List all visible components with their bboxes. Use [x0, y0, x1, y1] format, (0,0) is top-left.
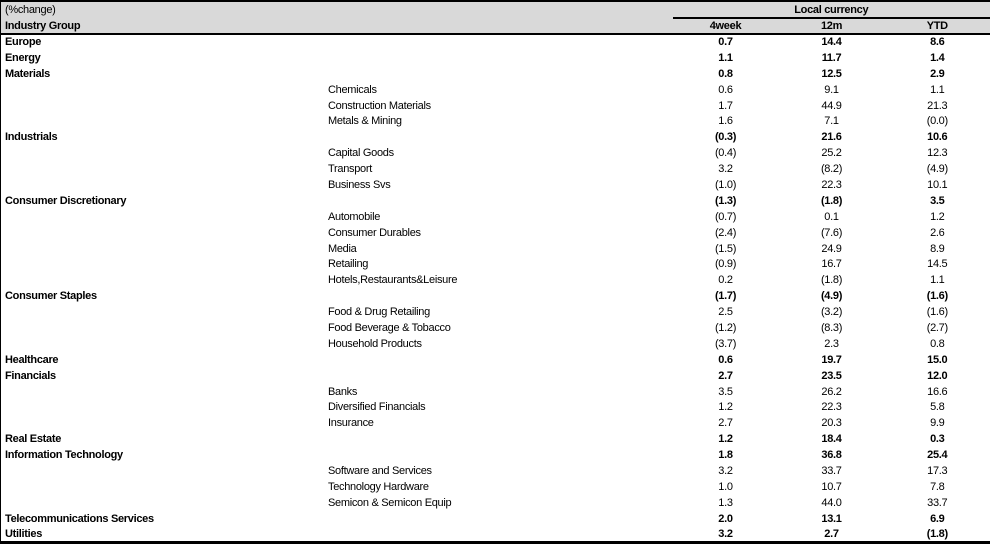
value-4week: 1.8 — [718, 449, 733, 462]
value-ytd: 10.1 — [927, 178, 948, 191]
value-4week: (1.7) — [714, 290, 737, 303]
industry-label: Energy — [5, 51, 41, 64]
value-4week: 3.2 — [718, 163, 733, 176]
industry-label: Business Svs — [328, 178, 391, 191]
table-row — [1, 209, 990, 225]
value-ytd: 1.1 — [930, 274, 945, 287]
value-12m: 26.2 — [821, 385, 842, 398]
value-12m: (3.2) — [820, 306, 843, 319]
industry-label: Insurance — [328, 417, 374, 430]
column-header-12m: 12m — [779, 18, 885, 34]
value-ytd: (4.9) — [926, 163, 948, 176]
industry-label: Hotels,Restaurants&Leisure — [328, 274, 458, 287]
value-ytd: 3.5 — [930, 194, 945, 207]
industry-label: Information Technology — [5, 449, 123, 462]
table-row — [1, 256, 990, 272]
value-4week: 3.2 — [718, 527, 733, 540]
value-12m: 24.9 — [821, 242, 842, 255]
value-ytd: 9.9 — [930, 417, 945, 430]
value-12m: 11.7 — [821, 51, 842, 64]
value-ytd: 12.3 — [927, 147, 948, 160]
table-row — [1, 288, 990, 304]
value-ytd: (2.7) — [926, 321, 948, 334]
header-row-columns — [1, 18, 990, 34]
industry-label: Consumer Staples — [5, 290, 97, 303]
table-row — [1, 98, 990, 114]
industry-label: Healthcare — [5, 353, 59, 366]
value-4week: 0.7 — [718, 36, 733, 49]
value-ytd: 2.6 — [930, 226, 945, 239]
value-ytd: 1.4 — [930, 51, 945, 64]
value-4week: 0.6 — [718, 83, 733, 96]
currency-group-header: Local currency — [673, 1, 990, 18]
column-header-4week: 4week — [673, 18, 779, 34]
table-row — [1, 511, 990, 527]
table-row — [1, 129, 990, 145]
value-4week: 1.7 — [718, 99, 733, 112]
industry-label: Semicon & Semicon Equip — [328, 496, 452, 509]
value-ytd: (1.6) — [926, 290, 948, 303]
value-12m: 33.7 — [821, 464, 842, 477]
table-row — [1, 479, 990, 495]
table-row — [1, 82, 990, 98]
pct-change-label: (%change) — [1, 1, 673, 18]
industry-label: Financials — [5, 369, 56, 382]
industry-label: Consumer Discretionary — [5, 194, 127, 207]
industry-label: Food & Drug Retailing — [328, 306, 430, 319]
industry-label: Automobile — [328, 210, 381, 223]
table-row — [1, 447, 990, 463]
industry-label: Industrials — [5, 131, 58, 144]
value-ytd: (1.6) — [926, 306, 948, 319]
value-12m: 21.6 — [821, 131, 842, 144]
value-12m: 25.2 — [821, 147, 842, 160]
value-12m: 2.7 — [824, 527, 839, 540]
industry-label: Retailing — [328, 258, 369, 271]
table-row — [1, 368, 990, 384]
table-row — [1, 304, 990, 320]
value-ytd: 5.8 — [930, 401, 945, 414]
table-row — [1, 415, 990, 431]
value-4week: (1.2) — [714, 321, 737, 334]
value-12m: (8.2) — [820, 163, 843, 176]
value-ytd: 12.0 — [927, 369, 948, 382]
value-4week: (0.7) — [714, 210, 737, 223]
value-12m: 0.1 — [824, 210, 839, 223]
value-ytd: 7.8 — [930, 480, 945, 493]
industry-label: Construction Materials — [328, 99, 431, 112]
value-12m: 12.5 — [821, 67, 842, 80]
value-12m: 44.9 — [821, 99, 842, 112]
value-4week: 1.1 — [718, 51, 733, 64]
table-row — [1, 145, 990, 161]
table-row — [1, 336, 990, 352]
value-4week: 3.2 — [718, 464, 733, 477]
value-4week: 2.7 — [718, 417, 733, 430]
value-12m: 18.4 — [821, 433, 842, 446]
industry-label: Materials — [5, 67, 50, 80]
table-row — [1, 527, 990, 543]
industry-label: Chemicals — [328, 83, 377, 96]
value-4week: 1.3 — [718, 496, 733, 509]
value-ytd: 33.7 — [927, 496, 948, 509]
value-4week: 0.2 — [718, 274, 733, 287]
industry-label: Capital Goods — [328, 147, 394, 160]
value-4week: 1.2 — [718, 433, 733, 446]
industry-label: Real Estate — [5, 433, 62, 446]
value-12m: (1.8) — [820, 274, 843, 287]
header-row-currency — [1, 1, 990, 18]
value-ytd: 21.3 — [927, 99, 948, 112]
value-4week: (1.5) — [714, 242, 737, 255]
value-ytd: 1.1 — [930, 83, 945, 96]
industry-group-header: Industry Group — [1, 18, 673, 34]
value-ytd: 0.8 — [930, 337, 945, 350]
value-12m: 14.4 — [821, 36, 842, 49]
value-ytd: 6.9 — [930, 512, 945, 525]
value-4week: 3.5 — [718, 385, 733, 398]
table-row — [1, 272, 990, 288]
industry-label: Food Beverage & Tobacco — [328, 321, 451, 334]
value-4week: 2.5 — [718, 306, 733, 319]
value-12m: 36.8 — [821, 449, 842, 462]
table-row — [1, 66, 990, 82]
value-ytd: 25.4 — [927, 449, 948, 462]
value-12m: 13.1 — [821, 512, 842, 525]
table-row — [1, 50, 990, 66]
value-4week: 1.0 — [718, 480, 733, 493]
value-ytd: 1.2 — [930, 210, 945, 223]
value-12m: (4.9) — [820, 290, 843, 303]
value-ytd: 14.5 — [927, 258, 948, 271]
value-12m: 22.3 — [821, 178, 842, 191]
value-4week: (3.7) — [714, 337, 737, 350]
value-4week: 2.0 — [718, 512, 733, 525]
table-row — [1, 193, 990, 209]
value-ytd: 17.3 — [927, 464, 948, 477]
value-4week: 1.6 — [718, 115, 733, 128]
value-4week: (0.4) — [714, 147, 737, 160]
value-ytd: 15.0 — [927, 353, 948, 366]
industry-label: Technology Hardware — [328, 480, 429, 493]
table-row — [1, 34, 990, 50]
industry-label: Consumer Durables — [328, 226, 421, 239]
value-ytd: 0.3 — [930, 433, 945, 446]
industry-label: Telecommunications Services — [5, 512, 154, 525]
table-row — [1, 320, 990, 336]
industry-label: Metals & Mining — [328, 115, 402, 128]
value-12m: (7.6) — [820, 226, 843, 239]
table-row — [1, 495, 990, 511]
value-4week: (1.0) — [714, 178, 737, 191]
table-row — [1, 463, 990, 479]
industry-label: Household Products — [328, 337, 422, 350]
value-12m: 22.3 — [821, 401, 842, 414]
value-4week: (2.4) — [714, 226, 737, 239]
value-12m: 16.7 — [821, 258, 842, 271]
industry-label: Media — [328, 242, 357, 255]
table-row — [1, 431, 990, 447]
value-ytd: (0.0) — [926, 115, 948, 128]
table-header — [1, 1, 990, 34]
table-row — [1, 113, 990, 129]
value-4week: 0.6 — [718, 353, 733, 366]
value-4week: 1.2 — [718, 401, 733, 414]
industry-label: Utilities — [5, 527, 43, 540]
table-row — [1, 225, 990, 241]
value-ytd: 8.6 — [930, 36, 945, 49]
value-12m: 19.7 — [821, 353, 842, 366]
value-ytd: 10.6 — [927, 131, 948, 144]
value-12m: (1.8) — [820, 194, 843, 207]
value-4week: 2.7 — [718, 369, 733, 382]
value-12m: 7.1 — [824, 115, 839, 128]
column-header-ytd: YTD — [885, 18, 990, 34]
value-12m: 20.3 — [821, 417, 842, 430]
industry-label: Europe — [5, 36, 42, 49]
value-4week: (1.3) — [714, 194, 737, 207]
value-12m: 9.1 — [824, 83, 839, 96]
table-row — [1, 241, 990, 257]
table-row — [1, 352, 990, 368]
value-ytd: 16.6 — [927, 385, 948, 398]
industry-label: Diversified Financials — [328, 401, 426, 414]
table-row — [1, 384, 990, 400]
value-4week: (0.9) — [714, 258, 737, 271]
table-body — [1, 34, 990, 543]
table-row — [1, 177, 990, 193]
table-row — [1, 161, 990, 177]
industry-label: Transport — [328, 163, 372, 176]
value-4week: (0.3) — [714, 131, 737, 144]
industry-label: Banks — [328, 385, 358, 398]
value-12m: 10.7 — [821, 480, 842, 493]
value-ytd: 8.9 — [930, 242, 945, 255]
value-12m: (8.3) — [820, 321, 843, 334]
value-ytd: (1.8) — [926, 527, 948, 540]
industry-label: Software and Services — [328, 464, 432, 477]
value-12m: 44.0 — [821, 496, 842, 509]
value-12m: 23.5 — [821, 369, 842, 382]
value-ytd: 2.9 — [930, 67, 945, 80]
value-12m: 2.3 — [824, 337, 839, 350]
value-4week: 0.8 — [718, 67, 733, 80]
table-row — [1, 399, 990, 415]
